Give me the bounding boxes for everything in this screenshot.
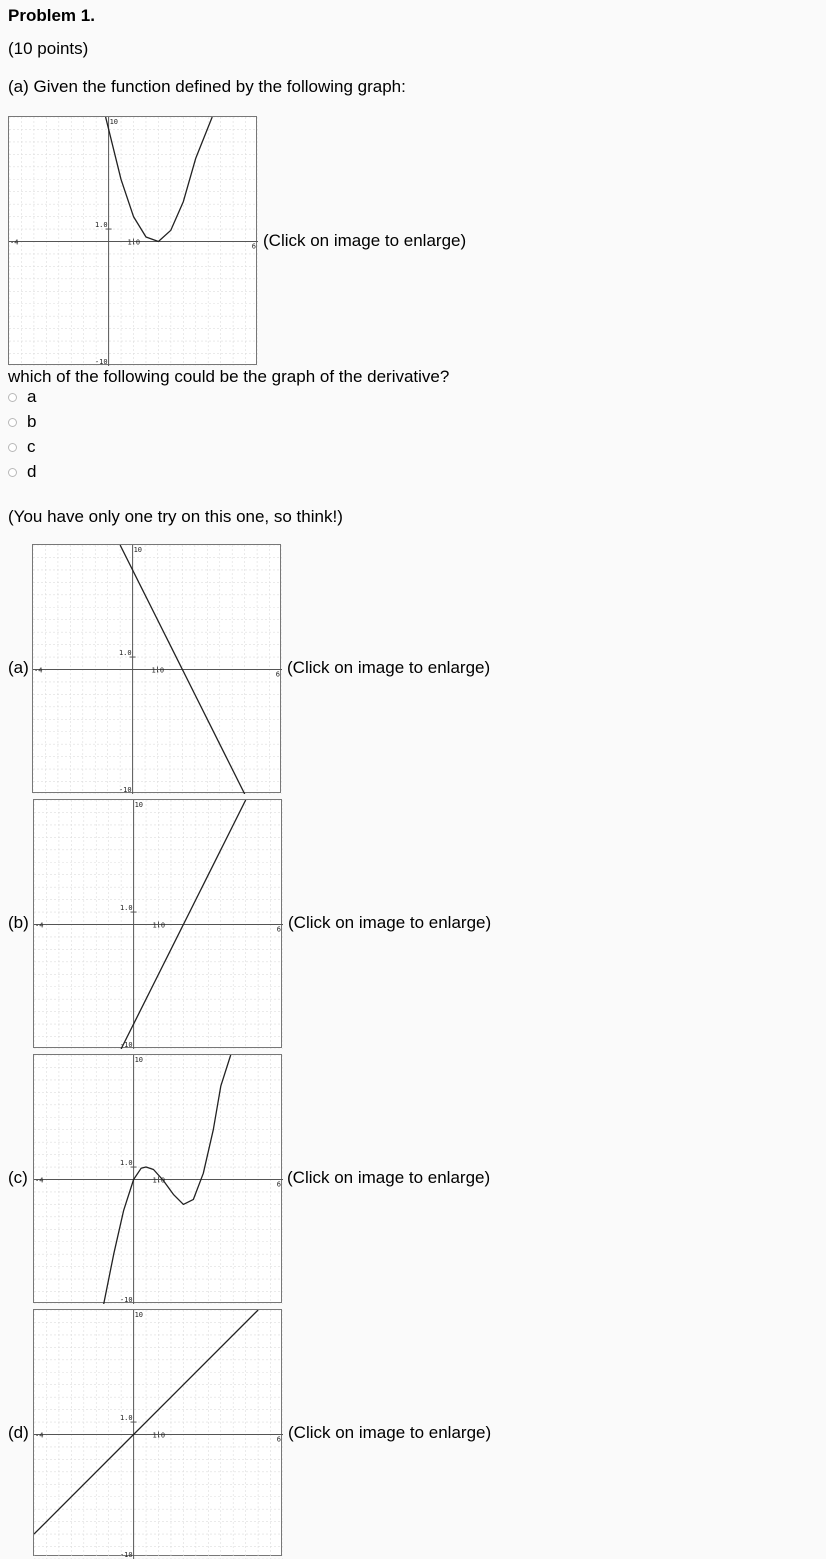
x-one-tick-label: 1.0: [152, 1431, 166, 1440]
y-one-tick-label: 1.0: [119, 1414, 133, 1423]
choice-c-svg: [34, 1055, 283, 1304]
option-b-label: b: [27, 412, 37, 431]
option-c-label: c: [27, 437, 36, 456]
x-one-tick-label: 1.0: [152, 1176, 166, 1185]
y-max-tick-label: 10: [109, 118, 119, 126]
choice-c-graph[interactable]: [33, 1054, 282, 1303]
enlarge-link-a[interactable]: (Click on image to enlarge): [287, 658, 491, 677]
option-d-radio[interactable]: [8, 468, 17, 477]
y-min-tick-label: -10: [118, 786, 132, 794]
choice-d-graph[interactable]: [33, 1309, 282, 1559]
given-function-graph[interactable]: [8, 116, 257, 365]
derivative-question-text: which of the following could be the graph of the derivative?: [8, 367, 450, 386]
problem-title: Problem 1.: [8, 6, 95, 25]
choice-a-label: (a): [8, 658, 29, 677]
enlarge-link-b[interactable]: (Click on image to enlarge): [288, 913, 492, 932]
option-a-radio[interactable]: [8, 393, 17, 402]
x-one-tick-label: 1.0: [127, 238, 141, 247]
y-max-tick-label: 10: [133, 546, 143, 554]
option-b[interactable]: [8, 411, 36, 433]
x-min-tick-label: -4: [10, 238, 19, 247]
y-min-tick-label: -10: [119, 1041, 133, 1049]
y-min-tick-label: -10: [119, 1296, 133, 1304]
x-one-tick-label: 1.0: [152, 921, 166, 930]
choice-b-graph[interactable]: [33, 799, 282, 1048]
choice-b-label: (b): [8, 913, 29, 932]
y-max-tick-label: 10: [134, 801, 144, 809]
x-max-tick-label: 6: [276, 1435, 281, 1444]
given-graph-svg: [9, 117, 258, 366]
one-try-note: (You have only one try on this one, so think!): [8, 507, 343, 526]
problem-points: (10 points): [8, 39, 89, 58]
y-one-tick-label: 1.0: [94, 221, 108, 230]
x-min-tick-label: -4: [34, 666, 43, 675]
option-b-radio[interactable]: [8, 418, 17, 427]
x-max-tick-label: 6: [276, 925, 281, 934]
y-one-tick-label: 1.0: [118, 649, 132, 658]
choice-d-label: (d): [8, 1423, 29, 1442]
y-one-tick-label: 1.0: [119, 1159, 133, 1168]
option-c[interactable]: [8, 436, 36, 458]
option-c-radio[interactable]: [8, 443, 17, 452]
choice-c-label: (c): [8, 1168, 28, 1187]
y-min-tick-label: -10: [119, 1551, 133, 1559]
enlarge-link-given[interactable]: (Click on image to enlarge): [263, 231, 467, 250]
enlarge-link-d[interactable]: (Click on image to enlarge): [288, 1423, 492, 1442]
x-max-tick-label: 6: [276, 1180, 281, 1189]
option-d-label: d: [27, 462, 37, 481]
enlarge-link-c[interactable]: (Click on image to enlarge): [287, 1168, 491, 1187]
x-one-tick-label: 1.0: [151, 666, 165, 675]
y-max-tick-label: 10: [134, 1311, 144, 1319]
y-max-tick-label: 10: [134, 1056, 144, 1064]
option-a-label: a: [27, 387, 37, 406]
x-min-tick-label: -4: [35, 921, 44, 930]
question-text: (a) Given the function defined by the following graph:: [8, 77, 406, 96]
x-max-tick-label: 6: [275, 670, 280, 679]
x-min-tick-label: -4: [35, 1431, 44, 1440]
option-d[interactable]: [8, 461, 36, 483]
y-min-tick-label: -10: [94, 358, 108, 366]
choice-b-svg: [34, 800, 283, 1049]
option-a[interactable]: [8, 386, 36, 408]
x-min-tick-label: -4: [35, 1176, 44, 1185]
y-one-tick-label: 1.0: [119, 904, 133, 913]
x-max-tick-label: 6: [251, 242, 256, 251]
choice-a-svg: [33, 545, 282, 794]
choice-a-graph[interactable]: [32, 544, 281, 793]
choice-d-svg: [34, 1310, 283, 1559]
